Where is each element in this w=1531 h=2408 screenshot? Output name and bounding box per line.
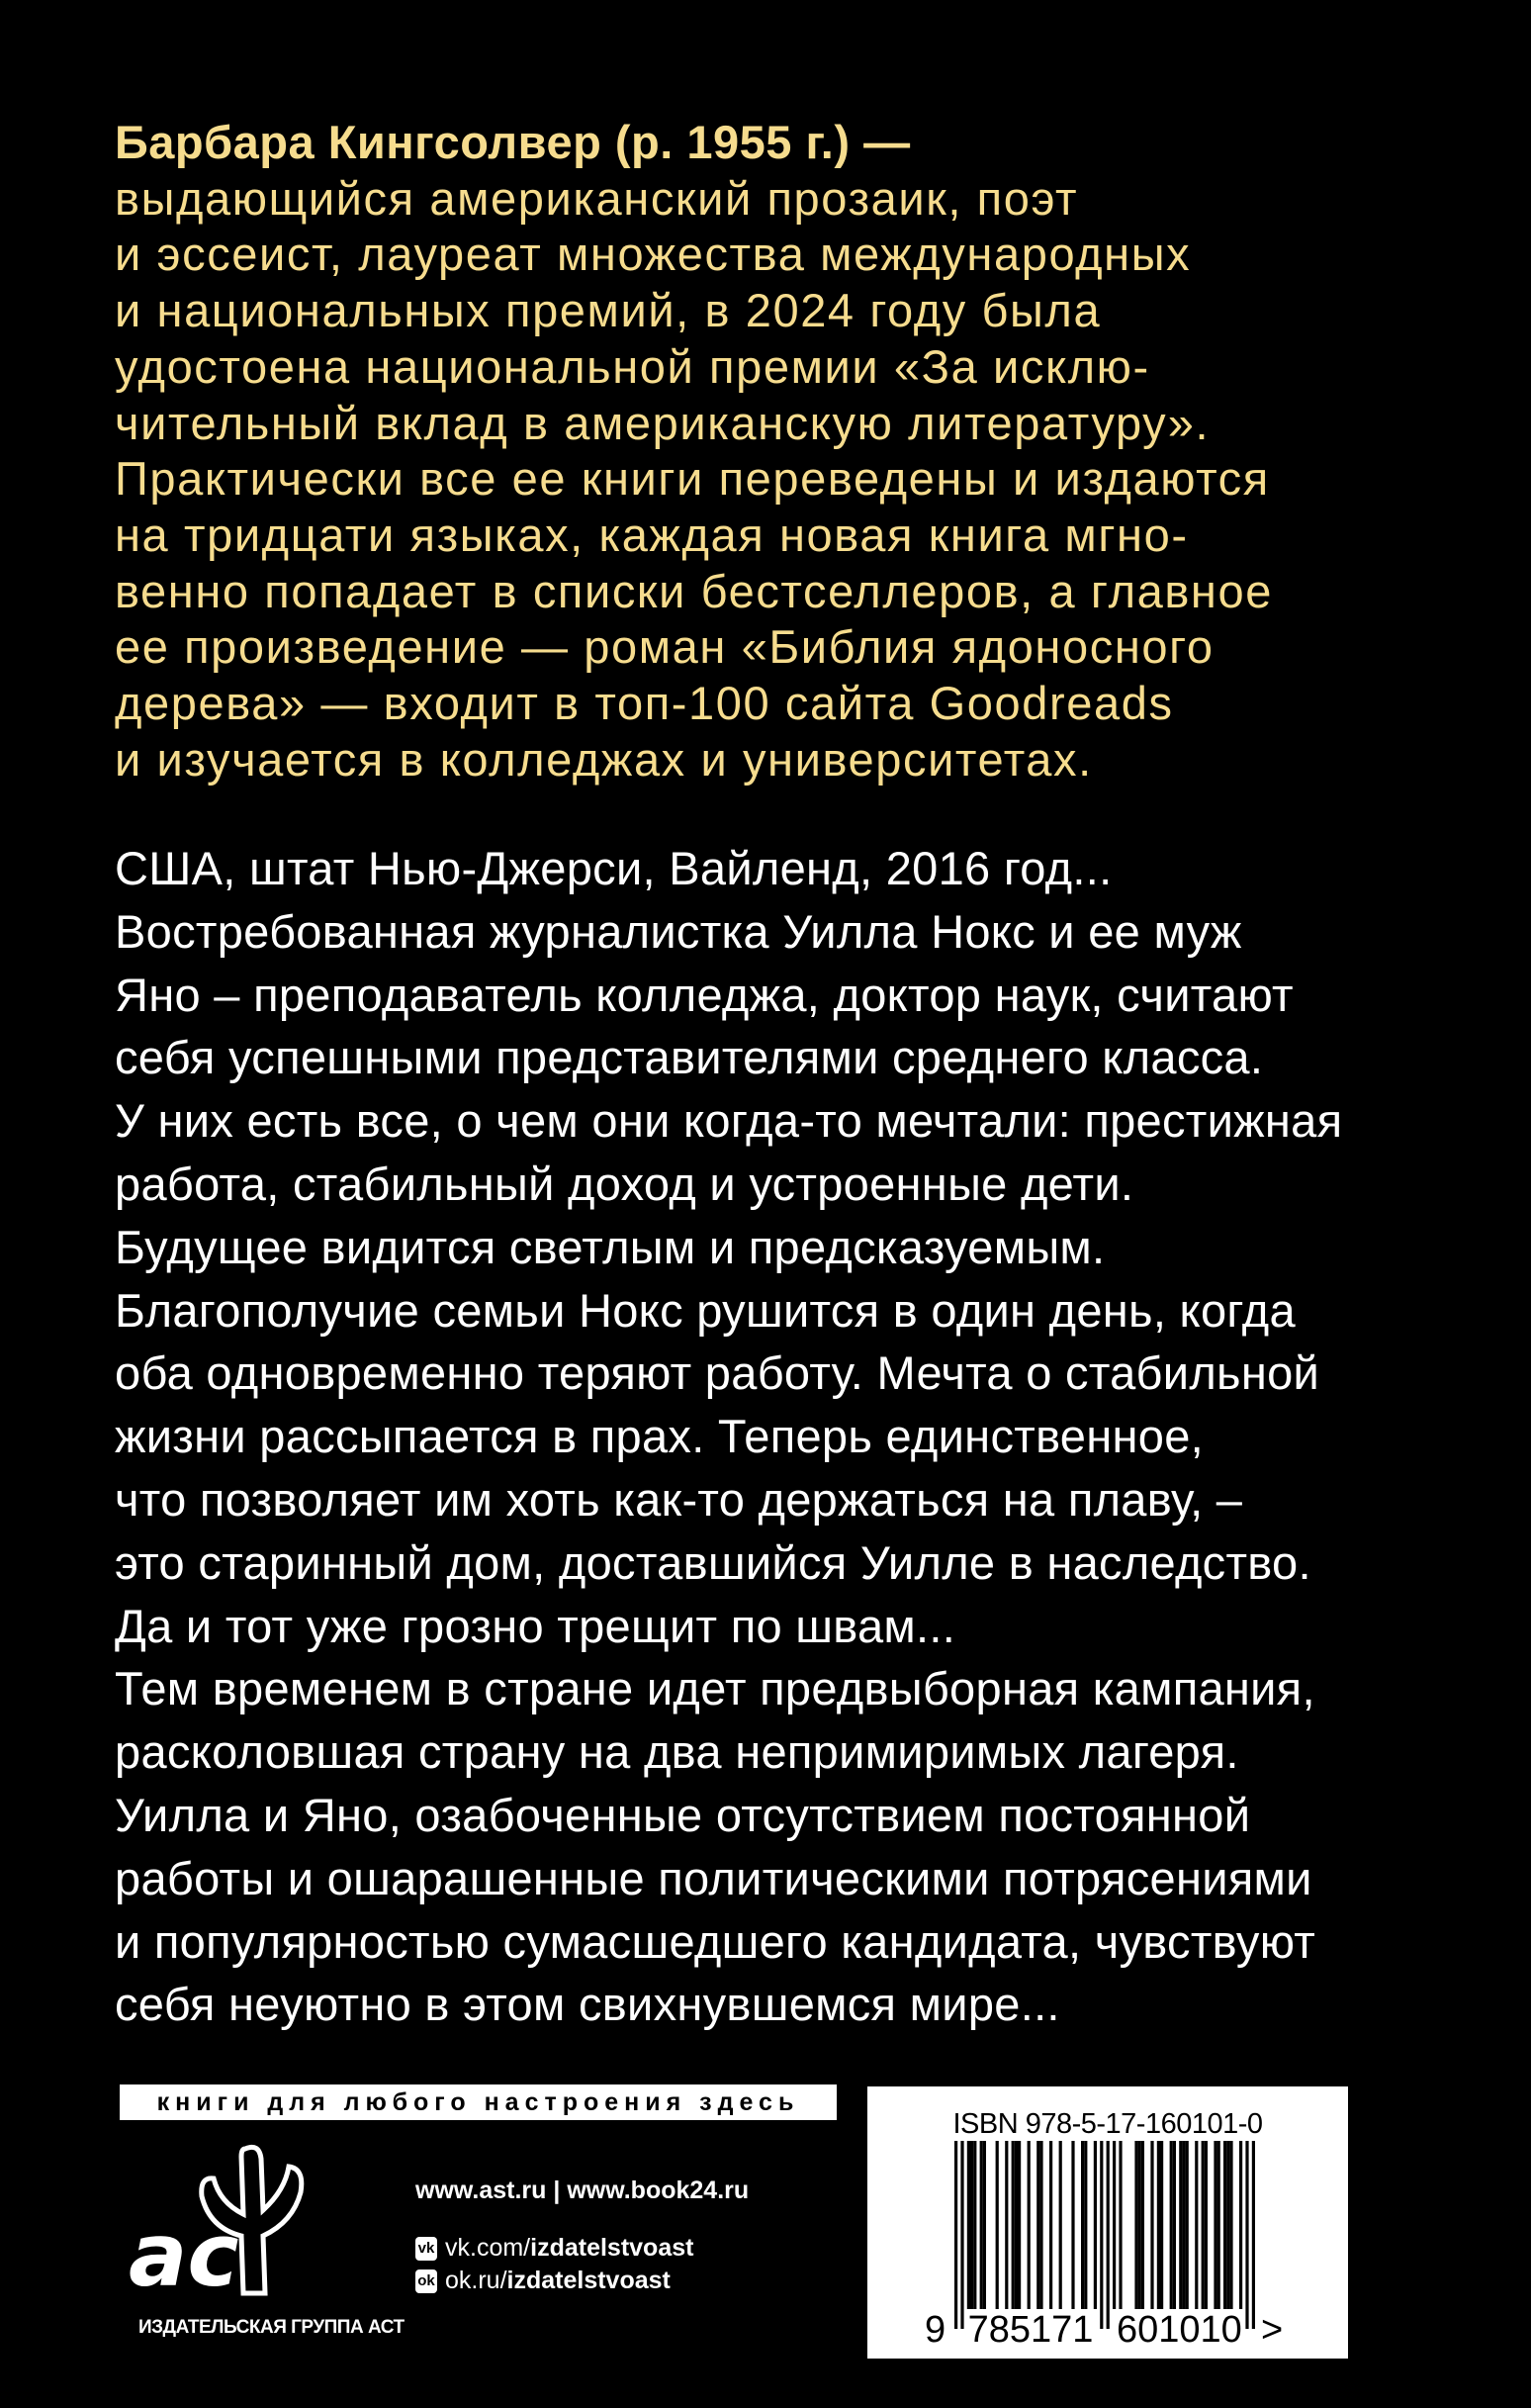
- text-line: Востребованная журналистка Уилла Нокс и ее муж: [115, 904, 1242, 958]
- text-line: Барбара Кингсолвер (р. 1955 г.) —: [115, 116, 911, 168]
- ast-logo: [119, 2137, 356, 2315]
- ok-link[interactable]: [415, 2267, 671, 2295]
- text-line: Тем временем в стране идет предвыборная кампания,: [115, 1662, 1315, 1715]
- text-line: себя неуютно в этом свихнувшемся мире...: [115, 1978, 1060, 2031]
- text-line: Яно – преподаватель колледжа, доктор наук, считают: [115, 968, 1294, 1021]
- barcode-bar: [967, 2141, 970, 2309]
- text-line: работы и ошарашенные политическими потрясениями: [115, 1851, 1312, 1904]
- barcode-digits-left: 785171: [967, 2309, 1094, 2351]
- text-line: и популярностью сумасшедшего кандидата, чувствуют: [115, 1914, 1316, 1968]
- text-line: Будущее видится светлым и предсказуемым.: [115, 1220, 1106, 1273]
- text-line: расколовшая страну на два непримиримых лагеря.: [115, 1725, 1239, 1779]
- barcode-bar: [973, 2141, 976, 2309]
- barcode-bar: [1229, 2141, 1232, 2309]
- barcode-quiet-zone-arrow: >: [1261, 2309, 1284, 2351]
- barcode-bar: [1081, 2141, 1084, 2309]
- barcode-bar: [1195, 2141, 1198, 2309]
- synopsis: [115, 837, 1342, 2036]
- text-line: и национальных премий, в 2024 году была: [115, 284, 1102, 337]
- barcode-bar: [1084, 2141, 1087, 2309]
- vk-icon: vk: [415, 2237, 437, 2261]
- text-line: удостоена национальной премии «За исклю-: [115, 339, 1150, 393]
- websites-link[interactable]: www.ast.ru | www.book24.ru: [415, 2176, 750, 2204]
- barcode-bar: [1100, 2141, 1103, 2329]
- barcode-bar: [1028, 2141, 1031, 2309]
- vk-prefix: vk.com/: [445, 2234, 531, 2262]
- barcode-bar: [1173, 2141, 1176, 2309]
- barcode-bar: [1223, 2141, 1226, 2309]
- barcode-bar: [1134, 2141, 1137, 2309]
- barcode-bar: [1245, 2141, 1248, 2329]
- barcode-bar: [1150, 2141, 1153, 2309]
- text-line: оба одновременно теряют работу. Мечта о стабильной: [115, 1346, 1320, 1400]
- barcode-bar: [1205, 2141, 1208, 2309]
- barcode-bar: [970, 2141, 973, 2309]
- isbn-label: ISBN 978-5-17-160101-0: [952, 2108, 1263, 2140]
- barcode-bar: [1186, 2141, 1189, 2309]
- author-bio: [115, 115, 1273, 787]
- vk-link[interactable]: [415, 2234, 693, 2263]
- barcode-bar: [1039, 2141, 1042, 2309]
- barcode-bar: [1094, 2141, 1097, 2309]
- publisher-caption: ИЗДАТЕЛЬСКАЯ ГРУППА АСТ: [138, 2317, 405, 2338]
- text-line: У них есть все, о чем они когда-то мечтали: престижная: [115, 1094, 1343, 1148]
- barcode-bar: [1182, 2141, 1185, 2309]
- text-line: жизни рассыпается в прах. Теперь единственное,: [115, 1410, 1204, 1463]
- text-line: Практически все ее книги переведены и издаются: [115, 452, 1270, 506]
- text-line: дерева» — входит в топ-100 сайта Goodreads: [115, 677, 1174, 730]
- text-line: ее произведение — роман «Библия ядоносного: [115, 620, 1215, 674]
- tagline-banner: книги для любого настроения здесь: [120, 2084, 837, 2120]
- text-line: что позволяет им хоть как-то держаться на плаву, –: [115, 1472, 1243, 1526]
- text-line: работа, стабильный доход и устроенные дети.: [115, 1157, 1134, 1210]
- text-line: США, штат Нью-Джерси, Вайленд, 2016 год...: [115, 842, 1113, 894]
- barcode-bar: [996, 2141, 999, 2309]
- barcode-bar: [1005, 2141, 1008, 2309]
- barcode-bar: [1226, 2141, 1229, 2309]
- barcode-bar: [1113, 2141, 1116, 2309]
- text-line: себя успешными представителями среднего класса.: [115, 1031, 1264, 1084]
- barcode-bar: [1107, 2141, 1110, 2329]
- text-line: и изучается в колледжах и университетах.: [115, 732, 1093, 786]
- barcode-bar: [1202, 2141, 1205, 2309]
- barcode-bar: [1071, 2141, 1074, 2309]
- text-line: выдающийся американский прозаик, поэт: [115, 171, 1079, 225]
- barcode-bar: [1217, 2141, 1220, 2309]
- barcode-bar: [1138, 2141, 1141, 2309]
- barcode-bar: [980, 2141, 983, 2309]
- text-line: венно попадает в списки бестселлеров, а главное: [115, 564, 1273, 617]
- ok-icon: ok: [415, 2269, 437, 2293]
- barcode-bar: [1059, 2141, 1062, 2309]
- barcode-bar: [1160, 2141, 1163, 2309]
- barcode-bar: [1049, 2141, 1052, 2309]
- barcode-bar: [1157, 2141, 1160, 2309]
- barcode-bar: [1214, 2141, 1216, 2309]
- text-line: на тридцати языках, каждая новая книга мгно-: [115, 508, 1189, 561]
- ok-prefix: ok.ru/: [445, 2267, 507, 2294]
- ean13-barcode: [867, 2086, 1348, 2359]
- barcode-bar: [1252, 2141, 1255, 2329]
- barcode-digit-first: 9: [925, 2309, 946, 2351]
- barcode-bar: [1018, 2141, 1021, 2309]
- text-line: Уилла и Яно, озабоченные отсутствием постоянной: [115, 1788, 1251, 1841]
- barcode-bar: [1036, 2141, 1039, 2309]
- barcode-bar: [1170, 2141, 1173, 2309]
- logo-text: ac: [129, 2204, 239, 2306]
- isbn-barcode-box: [867, 2086, 1348, 2359]
- barcode-bar: [1141, 2141, 1144, 2309]
- vk-handle: izdatelstvoast: [530, 2234, 694, 2262]
- barcode-bar: [1179, 2141, 1182, 2309]
- barcode-digits-right: 601010: [1117, 2309, 1242, 2351]
- text-line: чительный вклад в американскую литературу».: [115, 396, 1211, 449]
- barcode-bar: [1012, 2141, 1015, 2309]
- barcode-bar: [1015, 2141, 1018, 2309]
- barcode-bar: [1239, 2141, 1242, 2309]
- text-line: Да и тот уже грозно трещит по швам...: [115, 1599, 956, 1652]
- text-line: Благополучие семьи Нокс рушится в один день, когда: [115, 1283, 1296, 1337]
- barcode-bar: [954, 2141, 957, 2329]
- ok-handle: izdatelstvoast: [506, 2267, 671, 2294]
- text-line: и эссеист, лауреат множества международных: [115, 228, 1192, 281]
- barcode-bar: [1119, 2141, 1122, 2309]
- barcode-bar: [983, 2141, 986, 2309]
- barcode-bar: [960, 2141, 963, 2329]
- text-line: это старинный дом, доставшийся Уилле в наследство.: [115, 1535, 1311, 1589]
